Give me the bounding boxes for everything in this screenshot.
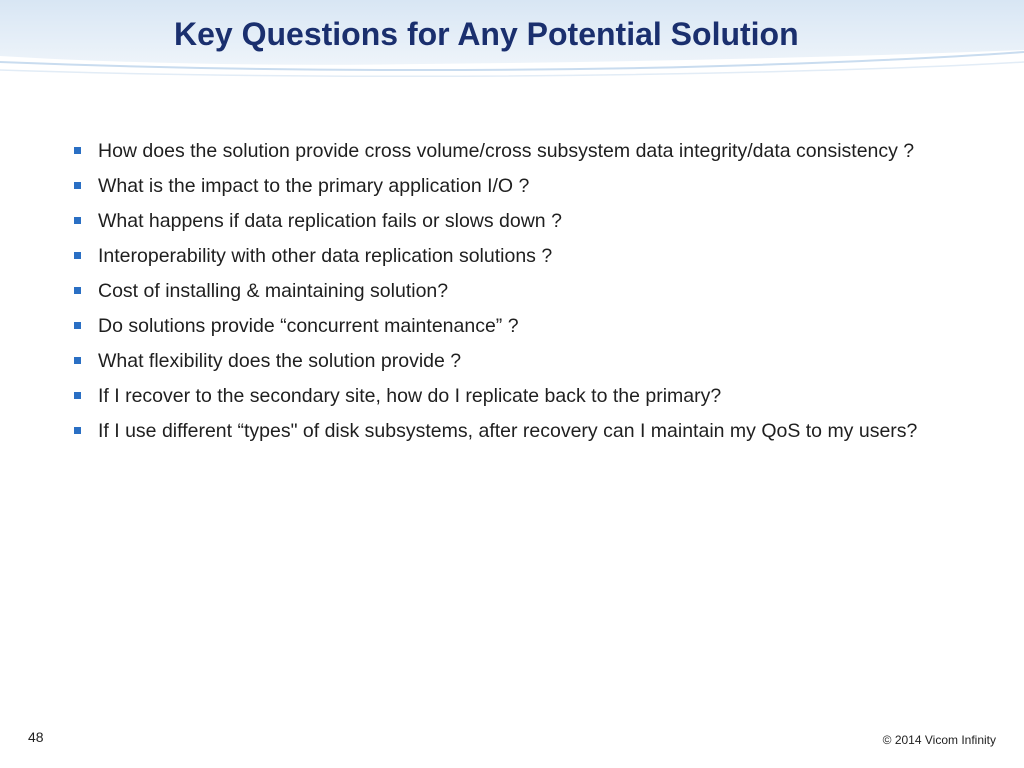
bullet-item (74, 416, 964, 446)
bullet-text: What flexibility does the solution provide ? (98, 350, 462, 372)
bullet-item (74, 311, 964, 341)
bullet-text: Interoperability with other data replication solutions ? (98, 245, 553, 267)
square-bullet-icon (74, 147, 81, 154)
bullet-item (74, 241, 964, 271)
square-bullet-icon (74, 182, 81, 189)
square-bullet-icon (74, 322, 81, 329)
square-bullet-icon (74, 287, 81, 294)
bullet-item (74, 171, 964, 201)
square-bullet-icon (74, 427, 81, 434)
square-bullet-icon (74, 392, 81, 399)
bullet-text: How does the solution provide cross volume/cross subsystem data integrity/data consistency ? (98, 140, 915, 162)
bullet-item (74, 346, 964, 376)
slide-title: Key Questions for Any Potential Solution (174, 16, 799, 52)
bullet-item (74, 276, 964, 306)
bullet-text: Cost of installing & maintaining solution? (98, 280, 449, 302)
bullet-list (74, 136, 964, 451)
page-number: 48 (28, 729, 44, 745)
copyright-notice: © 2014 Vicom Infinity (882, 733, 996, 747)
square-bullet-icon (74, 357, 81, 364)
bullet-item (74, 136, 964, 166)
square-bullet-icon (74, 217, 81, 224)
bullet-text: If I use different “types" of disk subsystems, after recovery can I maintain my QoS to my users? (98, 420, 918, 442)
bullet-item (74, 381, 964, 411)
bullet-text: If I recover to the secondary site, how do I replicate back to the primary? (98, 385, 722, 407)
bullet-text: What is the impact to the primary application I/O ? (98, 175, 530, 197)
bullet-text: Do solutions provide “concurrent maintenance” ? (98, 315, 519, 337)
bullet-item (74, 206, 964, 236)
square-bullet-icon (74, 252, 81, 259)
bullet-text: What happens if data replication fails or slows down ? (98, 210, 562, 232)
